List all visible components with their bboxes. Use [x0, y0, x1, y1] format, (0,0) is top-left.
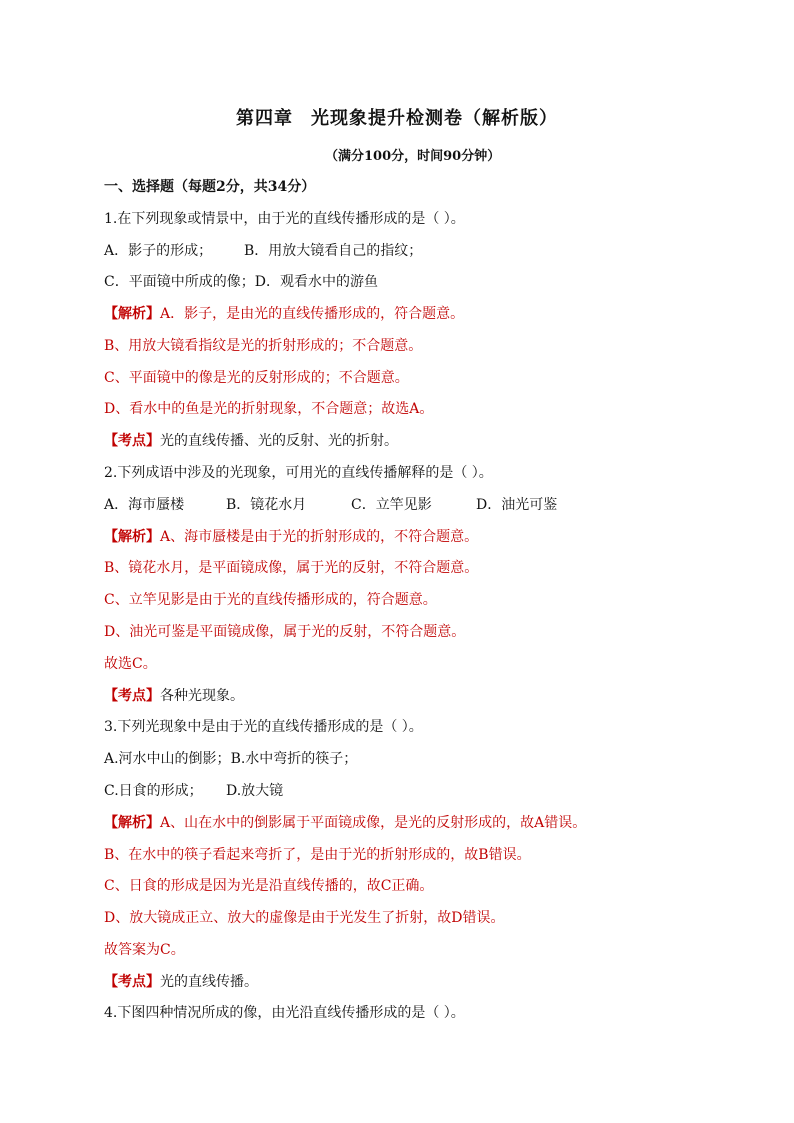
key-point-tag: 【考点】: [104, 433, 160, 449]
q1-option-a: A．影子的形成；: [104, 243, 213, 259]
q1-explanation-2: B、用放大镜看指纹是光的折射形成的；不合题意。: [104, 338, 423, 354]
q3-option-d: D.放大镜: [226, 783, 284, 799]
analysis-tag: 【解析】: [104, 815, 160, 831]
page-title: [0, 104, 794, 130]
analysis-tag: 【解析】: [104, 306, 160, 322]
question-3-options-row-1: [104, 749, 357, 769]
question-2-options: [104, 495, 557, 515]
question-3-options-row-2: [104, 781, 283, 801]
q2-option-a: A．海市蜃楼: [104, 497, 185, 513]
question-1-options-row-2: [104, 272, 378, 292]
q3-conclusion: 故答案为C。: [104, 942, 185, 958]
q3-key-point: 【考点】光的直线传播。: [104, 974, 258, 990]
q2-option-b: B．镜花水月: [226, 497, 307, 513]
question-4-stem: 4.下图四种情况所成的像，由光沿直线传播形成的是（ ）。: [104, 1005, 465, 1021]
q2-explanation-4: D、油光可鉴是平面镜成像，属于光的反射，不符合题意。: [104, 624, 466, 640]
q1-explanation-1: 【解析】A．影子，是由光的直线传播形成的，符合题意。: [104, 306, 465, 322]
q2-explanation-3: C、立竿见影是由于光的直线传播形成的，符合题意。: [104, 592, 437, 608]
q1-option-d: D．观看水中的游鱼: [254, 274, 378, 290]
q2-conclusion: 故选C。: [104, 656, 157, 672]
q2-option-d: D．油光可鉴: [476, 497, 558, 513]
question-3-stem: 3.下列光现象中是由于光的直线传播形成的是（ ）。: [104, 719, 423, 735]
exam-subtitle: （满分100分，时间90分钟）: [325, 149, 501, 164]
q3-option-b: B.水中弯折的筷子；: [230, 751, 358, 767]
key-point-tag: 【考点】: [104, 688, 160, 704]
question-1-options-row-1: [104, 241, 422, 261]
q1-key-point: 【考点】光的直线传播、光的反射、光的折射。: [104, 433, 398, 449]
question-1-stem: 1.在下列现象或情景中，由于光的直线传播形成的是（ ）。: [104, 211, 465, 227]
question-2-stem: 2.下列成语中涉及的光现象，可用光的直线传播解释的是（ ）。: [104, 465, 493, 481]
q2-key-point: 【考点】各种光现象。: [104, 688, 244, 704]
q2-explanation-1: 【解析】A、海市蜃楼是由于光的折射形成的，不符合题意。: [104, 529, 479, 545]
analysis-tag: 【解析】: [104, 529, 160, 545]
q1-option-c: C．平面镜中所成的像；: [104, 274, 255, 290]
chapter-label: 第四章: [236, 108, 293, 129]
q3-option-c: C.日食的形成；: [104, 783, 203, 799]
q1-explanation-3: C、平面镜中的像是光的反射形成的；不合题意。: [104, 370, 409, 386]
chapter-title: 光现象提升检测卷（解析版）: [311, 108, 558, 129]
q3-explanation-2: B、在水中的筷子看起来弯折了，是由于光的折射形成的，故B错误。: [104, 847, 531, 863]
q3-explanation-3: C、日食的形成是因为光是沿直线传播的，故C正确。: [104, 878, 434, 894]
q3-explanation-1: 【解析】A、山在水中的倒影属于平面镜成像，是光的反射形成的，故A错误。: [104, 815, 587, 831]
q2-option-c: C．立竿见影: [351, 497, 432, 513]
q3-explanation-4: D、放大镜成正立、放大的虚像是由于光发生了折射，故D错误。: [104, 910, 505, 926]
q3-option-a: A.河水中山的倒影；: [104, 751, 231, 767]
q2-explanation-2: B、镜花水月，是平面镜成像，属于光的反射，不符合题意。: [104, 560, 479, 576]
section-heading: 一、选择题（每题2分，共34分）: [104, 179, 316, 195]
q1-explanation-4: D、看水中的鱼是光的折射现象，不合题意；故选A。: [104, 401, 434, 417]
q1-option-b: B．用放大镜看自己的指纹；: [244, 243, 423, 259]
key-point-tag: 【考点】: [104, 974, 160, 990]
